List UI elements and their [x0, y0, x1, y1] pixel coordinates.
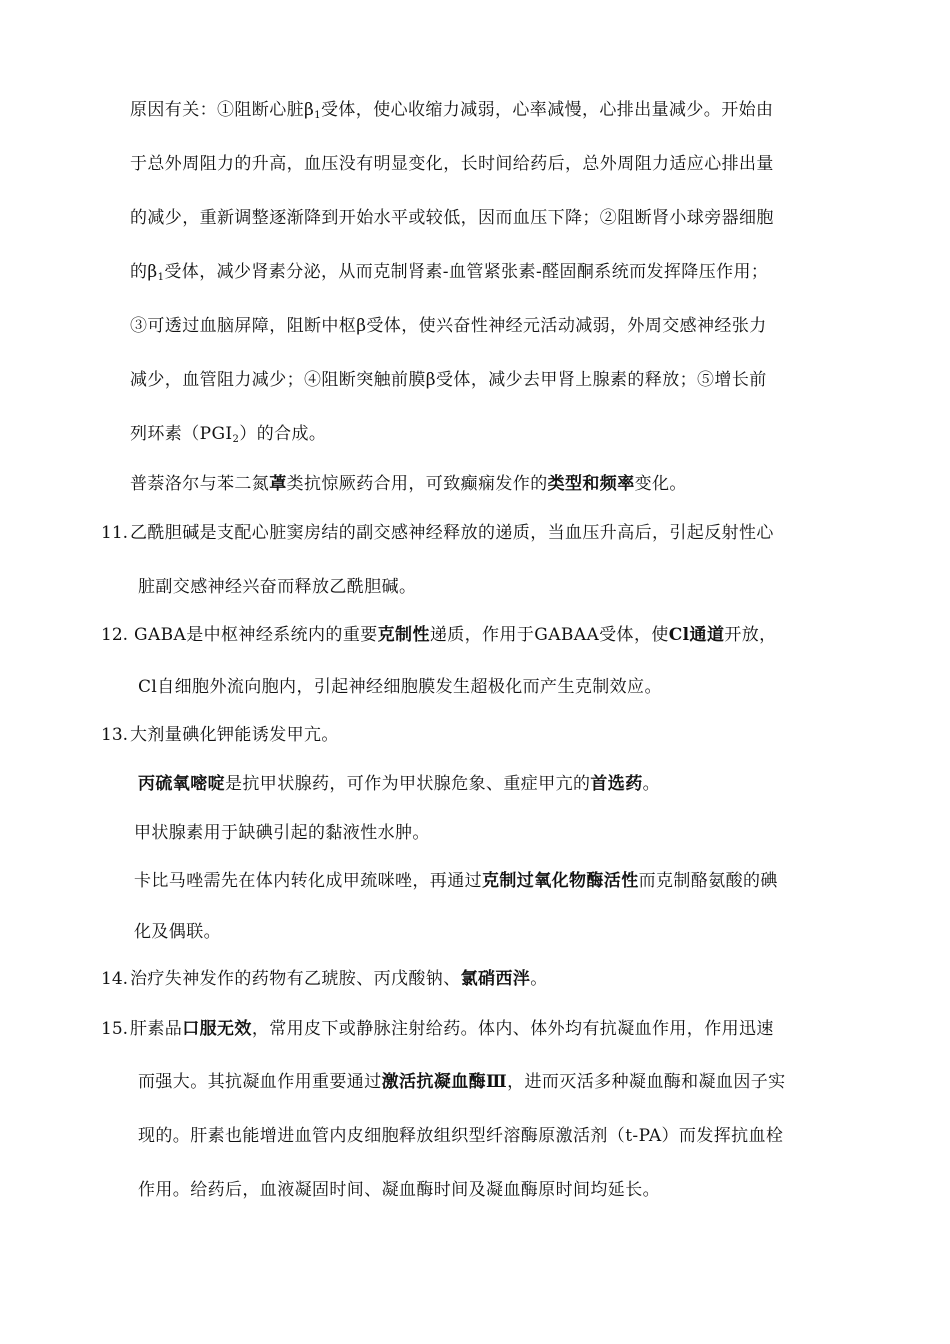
text-segment: 受体，减少肾素分泌，从而克制肾素-血管紧张素-醛固酮系统而发挥降压作用； — [164, 262, 769, 282]
text-segment: 。 — [642, 774, 661, 794]
text-segment: GABA是中枢神经系统内的重要 — [134, 625, 378, 645]
text-segment: 化及偶联。 — [134, 922, 221, 942]
text-line — [134, 623, 777, 647]
bold-term: 丙硫氧嘧啶 — [138, 774, 225, 794]
text-segment: 而克制酪氨酸的碘 — [638, 871, 778, 891]
text-segment: 的β — [130, 262, 158, 282]
bold-term: 口服无效 — [182, 1019, 252, 1039]
text-segment: 是抗甲状腺药，可作为甲状腺危象、重症甲亢的 — [225, 774, 591, 794]
text-line — [130, 723, 339, 747]
bold-term: 克制性 — [377, 625, 430, 645]
item-number: 15. — [101, 1019, 129, 1039]
bold-term: 克制过氧化物酶活性 — [482, 871, 639, 891]
text-segment: 。 — [530, 969, 548, 989]
item-number: 12. — [101, 625, 129, 645]
text-segment: 开放， — [724, 625, 777, 645]
text-line — [130, 521, 774, 545]
text-line — [130, 314, 767, 338]
text-segment: 乙酰胆碱是支配心脏窦房结的副交感神经释放的递质，当血压升高后，引起反射性心 — [130, 523, 774, 543]
text-line — [130, 422, 326, 446]
text-segment: 甲状腺素用于缺碘引起的黏液性水肿。 — [134, 823, 430, 843]
bold-term: 类型和频率 — [547, 474, 635, 494]
text-line — [130, 368, 767, 392]
text-segment: 作用。给药后，血液凝固时间、凝血酶时间及凝血酶原时间均延长。 — [138, 1180, 660, 1200]
text-line — [130, 1017, 774, 1041]
text-segment: 现的。肝素也能增进血管内皮细胞释放组织型纤溶酶原激活剂（t-PA）而发挥抗血栓 — [138, 1126, 784, 1146]
text-segment: 变化。 — [634, 474, 687, 494]
bold-term: 䓬 — [269, 474, 287, 494]
text-segment: 递质，作用于GABAA受体，使 — [429, 625, 669, 645]
text-line — [134, 869, 778, 893]
text-segment: 肝素品 — [130, 1019, 183, 1039]
subscript: 1 — [157, 272, 165, 283]
text-segment: 减少，血管阻力减少；④阻断突触前膜β受体，减少去甲肾上腺素的释放；⑤增长前 — [130, 370, 767, 390]
subscript: 1 — [314, 110, 321, 121]
subscript: 2 — [232, 434, 240, 445]
text-segment: 原因有关：①阻断心脏β — [130, 100, 315, 120]
text-line — [130, 472, 687, 496]
bold-term: 激活抗凝血酶Ⅲ — [381, 1072, 508, 1092]
text-segment: ）的合成。 — [239, 424, 327, 444]
text-segment: 受体，使心收缩力减弱，心率减慢，心排出量减少。开始由 — [321, 100, 774, 120]
text-line — [130, 98, 773, 122]
text-segment: 治疗失神发作的药物有乙琥胺、丙戊酸钠、 — [130, 969, 461, 989]
text-segment: ，常用皮下或静脉注射给药。体内、体外均有抗凝血作用，作用迅速 — [251, 1019, 774, 1039]
bold-term: Cl通道 — [668, 625, 725, 645]
text-segment: 于总外周阻力的升高，血压没有明显变化，长时间给药后，总外周阻力适应心排出量 — [130, 154, 774, 174]
text-line — [138, 1178, 660, 1202]
bold-term: 氯硝西泮 — [460, 969, 531, 989]
text-segment: ，进而灭活多种凝血酶和凝血因子实 — [507, 1072, 786, 1092]
text-segment: 而强大。其抗凝血作用重要通过 — [138, 1072, 382, 1092]
item-number: 14. — [101, 969, 129, 989]
text-segment: 普萘洛尔与苯二氮 — [130, 474, 270, 494]
text-segment: ③可透过血脑屏障，阻断中枢β受体，使兴奋性神经元活动减弱，外周交感神经张力 — [130, 316, 767, 336]
text-segment: 列环素（PGI — [130, 424, 233, 444]
text-segment: 卡比马唑需先在体内转化成甲巯咪唑，再通过 — [134, 871, 482, 891]
text-line — [130, 152, 774, 176]
text-line — [138, 1070, 786, 1094]
text-line — [134, 821, 430, 845]
text-segment: Cl自细胞外流向胞内，引起神经细胞膜发生超极化而产生克制效应。 — [138, 677, 662, 697]
text-segment: 脏副交感神经兴奋而释放乙酰胆碱。 — [138, 577, 417, 597]
item-number: 11. — [101, 523, 129, 543]
text-line — [130, 967, 548, 991]
text-line — [138, 772, 660, 796]
bold-term: 首选药 — [590, 774, 643, 794]
text-line — [130, 206, 774, 230]
text-line — [138, 575, 416, 599]
text-line — [138, 675, 662, 699]
text-segment: 的减少，重新调整逐渐降到开始水平或较低，因而血压下降；②阻断肾小球旁器细胞 — [130, 208, 774, 228]
text-line — [134, 920, 221, 944]
text-segment: 大剂量碘化钾能诱发甲亢。 — [130, 725, 339, 745]
text-line — [130, 260, 768, 284]
text-line — [138, 1124, 783, 1148]
item-number: 13. — [101, 725, 129, 745]
text-segment: 类抗惊厥药合用，可致癫痫发作的 — [286, 474, 548, 494]
